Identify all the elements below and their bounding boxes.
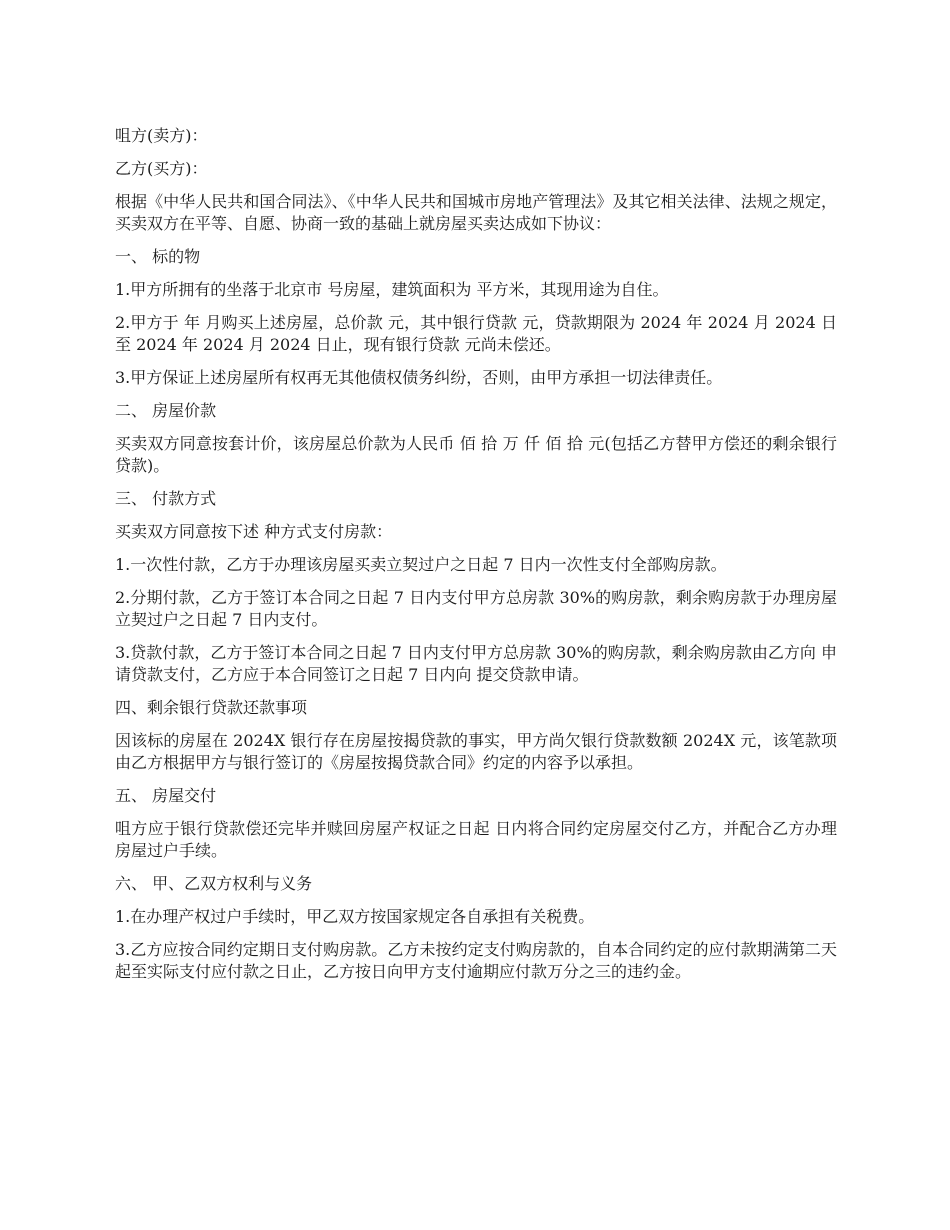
clause-paragraph: 买卖双方同意按套计价，该房屋总价款为人民币 佰 拾 万 仟 佰 拾 元(包括乙方替甲方偿还的剩余银行贷款)。 bbox=[115, 434, 837, 475]
clause-paragraph: 3.贷款付款，乙方于签订本合同之日起 7 日内支付甲方总房款 30%的购房款，剩余购房款由乙方向 申请贷款支付，乙方应于本合同签订之日起 7 日内向 提交贷款申请。 bbox=[115, 643, 837, 684]
clause-paragraph: 2.分期付款，乙方于签订本合同之日起 7 日内支付甲方总房款 30%的购房款，剩余购房款于办理房屋立契过户之日起 7 日内支付。 bbox=[115, 588, 837, 629]
preamble-paragraph: 根据《中华人民共和国合同法》、《中华人民共和国城市房地产管理法》及其它相关法律、法规之规定，买卖双方在平等、自愿、协商一致的基础上就房屋买卖达成如下协议： bbox=[115, 192, 837, 233]
clause-paragraph: 咀方应于银行贷款偿还完毕并赎回房屋产权证之日起 日内将合同约定房屋交付乙方，并配合乙方办理房屋过户手续。 bbox=[115, 819, 837, 860]
contract-body bbox=[115, 125, 837, 994]
party-a-line: 咀方(卖方)： bbox=[115, 126, 208, 145]
clause-paragraph: 3.乙方应按合同约定期日支付购房款。乙方未按约定支付购房款的，自本合同约定的应付款期满第二天起至实际支付应付款之日止，乙方按日向甲方支付逾期应付款万分之三的违约金。 bbox=[115, 940, 837, 981]
clause-paragraph: 3.甲方保证上述房屋所有权再无其他债权债务纠纷，否则，由甲方承担一切法律责任。 bbox=[115, 368, 723, 387]
section-heading-delivery: 五、 房屋交付 bbox=[115, 786, 217, 805]
party-b-line: 乙方(买方)： bbox=[115, 159, 208, 178]
clause-paragraph: 因该标的房屋在 2024X 银行存在房屋按揭贷款的事实，甲方尚欠银行贷款数额 2024X 元，该笔款项由乙方根据甲方与银行签订的《房屋按揭贷款合同》约定的内容予以承担。 bbox=[115, 731, 837, 772]
clause-paragraph: 2.甲方于 年 月购买上述房屋，总价款 元，其中银行贷款 元，贷款期限为 2024 年 2024 月 2024 日至 2024 年 2024 月 2024 日止，现有银行贷款 元尚未偿还。 bbox=[115, 313, 837, 354]
section-heading-subject: 一、 标的物 bbox=[115, 247, 201, 266]
clause-paragraph: 买卖双方同意按下述 种方式支付房款： bbox=[115, 522, 393, 541]
section-heading-price: 二、 房屋价款 bbox=[115, 401, 217, 420]
section-heading-payment: 三、 付款方式 bbox=[115, 489, 217, 508]
section-heading-rights: 六、 甲、乙双方权利与义务 bbox=[115, 874, 313, 893]
section-heading-loan: 四、剩余银行贷款还款事项 bbox=[115, 698, 308, 717]
clause-paragraph: 1.甲方所拥有的坐落于北京市 号房屋，建筑面积为 平方米，其现用途为自住。 bbox=[115, 280, 669, 299]
clause-paragraph: 1.一次性付款，乙方于办理该房屋买卖立契过户之日起 7 日内一次性支付全部购房款。 bbox=[115, 555, 727, 574]
clause-paragraph: 1.在办理产权过户手续时，甲乙双方按国家规定各自承担有关税费。 bbox=[115, 907, 595, 926]
